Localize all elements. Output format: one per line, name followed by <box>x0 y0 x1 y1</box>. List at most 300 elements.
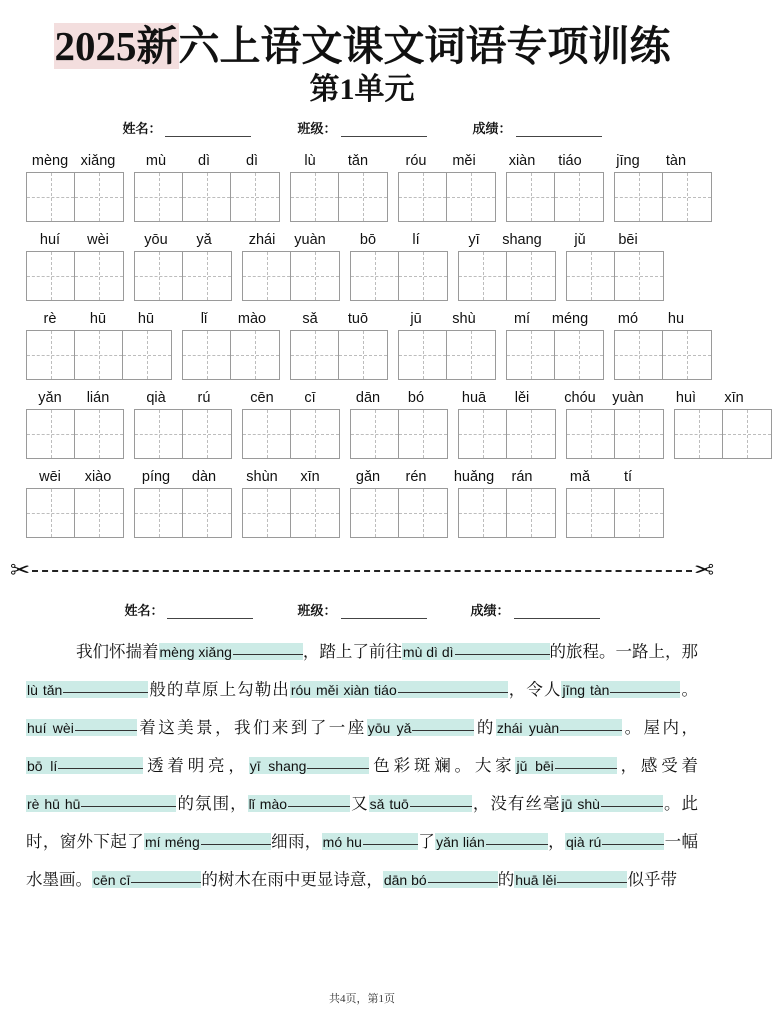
tianzige-cell[interactable] <box>135 489 183 537</box>
writing-box-group[interactable] <box>26 409 124 459</box>
writing-box-group[interactable] <box>134 488 232 538</box>
paragraph-text: 。此时，窗外下起了 <box>26 794 699 852</box>
pinyin-syllable: xīn <box>300 469 320 486</box>
cut-line <box>10 556 714 586</box>
pinyin-syllable: xīn <box>724 390 744 407</box>
writing-box-group[interactable] <box>506 172 604 222</box>
cloze-answer-line[interactable] <box>602 844 664 845</box>
pinyin-syllable: mù <box>145 153 167 170</box>
score-input-top[interactable] <box>516 124 602 137</box>
pinyin-syllable: róu <box>405 153 427 170</box>
pinyin-syllable: xiào <box>84 469 112 486</box>
name-label-bottom: 姓名： <box>124 603 164 619</box>
cloze-blank[interactable] <box>514 871 627 888</box>
paragraph-text: 。屋内， <box>622 718 699 738</box>
score-field-bottom <box>471 600 600 619</box>
cloze-blank[interactable] <box>92 871 201 888</box>
tianzige-cell[interactable] <box>27 331 75 379</box>
cloze-answer-line[interactable] <box>610 692 680 693</box>
cloze-blank[interactable] <box>565 833 664 850</box>
tianzige-cell[interactable] <box>183 331 231 379</box>
tianzige-cell[interactable] <box>507 489 555 537</box>
cloze-answer-line[interactable] <box>201 844 271 845</box>
tianzige-cell[interactable] <box>567 252 615 300</box>
writing-box-row <box>26 251 698 301</box>
writing-box-group[interactable] <box>506 330 604 380</box>
tianzige-cell[interactable] <box>231 331 279 379</box>
tianzige-cell[interactable] <box>675 410 723 458</box>
cloze-blank[interactable] <box>435 833 548 850</box>
pinyin-syllable: hu <box>667 311 685 328</box>
writing-box-group[interactable] <box>290 172 388 222</box>
pinyin-group <box>286 309 382 329</box>
paragraph-text: 我们怀揣着 <box>76 642 159 662</box>
paragraph-text: 般的草原上勾勒出 <box>148 680 290 700</box>
pinyin-syllable: lǐ <box>200 311 208 328</box>
pinyin-syllable: tǎn <box>347 153 369 170</box>
pinyin-row <box>26 307 698 329</box>
pinyin-syllable: qià <box>146 390 166 407</box>
cloze-answer-line[interactable] <box>560 730 622 731</box>
tianzige-cell[interactable] <box>615 331 663 379</box>
paragraph-text: ，没有丝毫 <box>471 794 561 814</box>
cloze-blank-pinyin: mù dì dì <box>402 644 454 661</box>
tianzige-cell[interactable] <box>27 252 75 300</box>
cloze-blank-pinyin: mí méng <box>144 834 200 851</box>
writing-box-group[interactable] <box>26 172 124 222</box>
paragraph-text: 细雨， <box>270 832 322 852</box>
pinyin-syllable: cēn <box>250 390 274 407</box>
class-field-bottom <box>297 600 426 619</box>
paragraph-text: 一幅水墨画。 <box>26 832 699 890</box>
cloze-blank-pinyin: jǔ bēi <box>516 758 554 775</box>
pinyin-syllable: lí <box>412 232 420 249</box>
cloze-blank[interactable] <box>159 643 303 660</box>
writing-box-group[interactable] <box>242 251 340 301</box>
pinyin-group <box>556 230 652 250</box>
tianzige-cell[interactable] <box>447 173 495 221</box>
grid-row <box>26 465 698 538</box>
tianzige-cell[interactable] <box>123 331 171 379</box>
writing-box-row <box>26 409 698 459</box>
tianzige-cell[interactable] <box>615 173 663 221</box>
writing-box-group[interactable] <box>134 409 232 459</box>
pinyin-syllable: mào <box>237 311 267 328</box>
tianzige-cell[interactable] <box>351 410 399 458</box>
pinyin-group <box>238 230 334 250</box>
tianzige-cell[interactable] <box>339 173 387 221</box>
pinyin-group <box>286 151 382 171</box>
name-input-top[interactable] <box>165 124 251 137</box>
cut-dashed-line <box>32 570 692 572</box>
writing-box-group[interactable] <box>614 172 712 222</box>
tianzige-cell[interactable] <box>615 410 663 458</box>
pinyin-syllable: měi <box>452 153 476 170</box>
cloze-blank[interactable] <box>367 719 475 736</box>
writing-box-group[interactable] <box>614 330 712 380</box>
pinyin-group <box>604 151 700 171</box>
cloze-blank-pinyin: lù tǎn <box>27 682 63 699</box>
pinyin-syllable: yī <box>468 232 480 249</box>
tianzige-cell[interactable] <box>447 331 495 379</box>
cloze-answer-line[interactable] <box>63 692 148 693</box>
paragraph-text: 透着明亮， <box>143 756 249 776</box>
paragraph-text: 。 <box>680 680 699 700</box>
class-input-bottom[interactable] <box>341 606 427 619</box>
writing-box-group[interactable] <box>134 172 280 222</box>
tianzige-cell[interactable] <box>723 410 771 458</box>
pinyin-row <box>26 465 698 487</box>
paragraph-text: 着这美景，我们来到了一座 <box>136 718 367 738</box>
pinyin-syllable: rén <box>405 469 427 486</box>
tianzige-cell[interactable] <box>507 173 555 221</box>
tianzige-cell[interactable] <box>555 331 603 379</box>
pinyin-syllable: chóu <box>564 390 596 407</box>
pinyin-syllable: huǎng <box>453 469 495 486</box>
paragraph-text: 的树木在雨中更显诗意， <box>201 870 383 890</box>
scissors-icon-right: ✂ <box>693 558 714 585</box>
tianzige-cell[interactable] <box>243 252 291 300</box>
pinyin-syllable: mǎ <box>569 469 591 486</box>
tianzige-cell[interactable] <box>27 173 75 221</box>
writing-box-group[interactable] <box>458 488 556 538</box>
paragraph-text: ， <box>547 832 565 852</box>
grid-row <box>26 386 744 459</box>
pinyin-syllable: bō <box>359 232 377 249</box>
tianzige-cell[interactable] <box>27 489 75 537</box>
cloze-blank[interactable] <box>26 757 143 774</box>
tianzige-cell[interactable] <box>75 489 123 537</box>
tianzige-cell[interactable] <box>399 410 447 458</box>
pinyin-syllable: yǎn <box>38 390 62 407</box>
cloze-blank-pinyin: zhái yuàn <box>496 720 560 737</box>
cloze-answer-line[interactable] <box>412 730 474 731</box>
title-main-line <box>0 22 724 70</box>
pinyin-syllable: hū <box>137 311 155 328</box>
pinyin-row <box>26 228 698 250</box>
pinyin-syllable: lěi <box>514 390 530 407</box>
cloze-answer-line[interactable] <box>288 806 350 807</box>
writing-box-group[interactable] <box>458 409 556 459</box>
pinyin-syllable: dì <box>197 153 211 170</box>
name-field-top <box>122 118 251 137</box>
pinyin-group <box>132 388 228 408</box>
paragraph-text: 的 <box>497 870 515 890</box>
pinyin-syllable: tí <box>623 469 633 486</box>
cloze-blank[interactable] <box>369 795 472 812</box>
pinyin-group <box>132 151 276 171</box>
cloze-blank-pinyin: jīng tàn <box>562 682 610 699</box>
tianzige-cell[interactable] <box>291 331 339 379</box>
pinyin-row <box>26 386 744 408</box>
tianzige-cell[interactable] <box>75 410 123 458</box>
pinyin-group <box>132 230 228 250</box>
pinyin-group <box>556 467 652 487</box>
tianzige-cell[interactable] <box>135 173 183 221</box>
pinyin-syllable: jǔ <box>574 232 586 249</box>
pinyin-syllable: yuàn <box>612 390 644 407</box>
writing-box-group[interactable] <box>566 488 664 538</box>
title-subtitle: 第1单元 <box>309 73 415 107</box>
tianzige-cell[interactable] <box>399 331 447 379</box>
cloze-blank[interactable] <box>322 833 418 850</box>
student-info-row-bottom <box>0 600 724 619</box>
tianzige-cell[interactable] <box>351 489 399 537</box>
pinyin-group <box>662 388 758 408</box>
tianzige-cell[interactable] <box>243 489 291 537</box>
writing-box-group[interactable] <box>26 251 124 301</box>
pinyin-syllable: yǎ <box>196 232 212 249</box>
writing-box-group[interactable] <box>290 330 388 380</box>
cloze-blank[interactable] <box>496 719 622 736</box>
pinyin-syllable: rán <box>511 469 533 486</box>
pinyin-group <box>450 467 546 487</box>
writing-box-group[interactable] <box>26 330 172 380</box>
pinyin-syllable: mèng <box>31 153 69 170</box>
tianzige-cell[interactable] <box>27 410 75 458</box>
tianzige-cell[interactable] <box>183 252 231 300</box>
pinyin-group <box>132 467 228 487</box>
name-input-bottom[interactable] <box>167 606 253 619</box>
tianzige-cell[interactable] <box>399 252 447 300</box>
cloze-blank[interactable] <box>561 795 663 812</box>
paragraph-text: 色彩斑斓。大家 <box>369 756 516 776</box>
cloze-blank[interactable] <box>26 795 176 812</box>
pinyin-syllable: tàn <box>665 153 687 170</box>
writing-box-group[interactable] <box>242 488 340 538</box>
pinyin-group <box>392 151 488 171</box>
pinyin-group <box>344 467 440 487</box>
tianzige-cell[interactable] <box>243 410 291 458</box>
cloze-answer-line[interactable] <box>307 768 369 769</box>
cloze-answer-line[interactable] <box>81 806 176 807</box>
tianzige-cell[interactable] <box>507 252 555 300</box>
writing-box-group[interactable] <box>182 330 280 380</box>
cloze-blank-pinyin: qià rú <box>565 834 602 851</box>
tianzige-cell[interactable] <box>231 173 279 221</box>
pinyin-group <box>26 388 122 408</box>
pinyin-syllable: bó <box>407 390 425 407</box>
paragraph-text: 的氛围， <box>176 794 248 814</box>
writing-box-group[interactable] <box>134 251 232 301</box>
cloze-blank[interactable] <box>248 795 350 812</box>
pinyin-group <box>26 309 170 329</box>
pinyin-syllable: xiàn <box>508 153 536 170</box>
writing-box-group[interactable] <box>398 172 496 222</box>
cloze-answer-line[interactable] <box>58 768 143 769</box>
class-input-top[interactable] <box>341 124 427 137</box>
tianzige-cell[interactable] <box>459 252 507 300</box>
cloze-blank-pinyin: sǎ tuō <box>369 796 409 813</box>
pinyin-group <box>26 151 122 171</box>
cloze-blank-pinyin: rè hū hū <box>27 796 81 813</box>
paragraph-text: ，令人 <box>507 680 562 700</box>
tianzige-cell[interactable] <box>555 173 603 221</box>
cloze-blank-pinyin: jū shù <box>561 796 600 813</box>
pinyin-syllable: méng <box>551 311 589 328</box>
writing-box-group[interactable] <box>350 251 448 301</box>
cloze-blank-pinyin: dān bó <box>383 872 427 889</box>
cloze-blank-pinyin: lǐ mào <box>248 796 288 813</box>
pinyin-syllable: rè <box>43 311 57 328</box>
pinyin-syllable: wēi <box>39 469 61 486</box>
writing-box-group[interactable] <box>26 488 124 538</box>
pinyin-syllable: lù <box>304 153 316 170</box>
cloze-answer-line[interactable] <box>557 882 627 883</box>
writing-box-group[interactable] <box>398 330 496 380</box>
cloze-blank-pinyin: mèng xiǎng <box>159 644 232 661</box>
pinyin-syllable: mó <box>617 311 639 328</box>
cloze-answer-line[interactable] <box>398 692 508 693</box>
cloze-blank[interactable] <box>249 757 370 774</box>
cloze-blank-pinyin: yōu yǎ <box>367 720 412 737</box>
pinyin-group <box>392 309 488 329</box>
tianzige-cell[interactable] <box>135 410 183 458</box>
writing-box-group[interactable] <box>674 409 772 459</box>
tianzige-cell[interactable] <box>291 252 339 300</box>
tianzige-cell[interactable] <box>663 331 711 379</box>
pinyin-syllable: jīng <box>616 153 640 170</box>
tianzige-cell[interactable] <box>183 489 231 537</box>
pinyin-group <box>498 151 594 171</box>
cloze-answer-line[interactable] <box>601 806 663 807</box>
page-footer: 共4页，第1页 <box>329 993 395 1005</box>
pinyin-syllable: gǎn <box>355 469 381 486</box>
pinyin-group <box>498 309 594 329</box>
writing-box-row <box>26 172 698 222</box>
cloze-blank-pinyin: róu měi xiàn tiáo <box>290 682 397 699</box>
pinyin-row <box>26 149 698 171</box>
tianzige-cell[interactable] <box>339 331 387 379</box>
cloze-blank[interactable] <box>515 757 616 774</box>
cloze-blank-pinyin: cēn cī <box>93 872 131 889</box>
cloze-answer-line[interactable] <box>486 844 548 845</box>
pinyin-group <box>238 388 334 408</box>
cloze-blank[interactable] <box>402 643 550 660</box>
tianzige-cell[interactable] <box>663 173 711 221</box>
cloze-answer-line[interactable] <box>233 654 303 655</box>
pinyin-syllable: huā <box>461 390 487 407</box>
writing-box-group[interactable] <box>350 488 448 538</box>
tianzige-cell[interactable] <box>183 173 231 221</box>
class-label-top: 班级： <box>297 121 337 137</box>
pinyin-syllable: huì <box>675 390 697 407</box>
writing-box-group[interactable] <box>566 251 664 301</box>
student-info-row-top <box>0 118 724 137</box>
cloze-blank-pinyin: mó hu <box>322 834 362 851</box>
cloze-blank[interactable] <box>290 681 508 698</box>
tianzige-cell[interactable] <box>75 252 123 300</box>
pinyin-group <box>344 230 440 250</box>
cloze-blank[interactable] <box>561 681 680 698</box>
paragraph-text: ，踏上了前往 <box>302 642 402 662</box>
pinyin-grid-block <box>0 149 744 538</box>
paragraph-text: 似乎带 <box>627 870 677 890</box>
tianzige-cell[interactable] <box>459 489 507 537</box>
title-highlight: 2025新 <box>54 23 178 69</box>
tianzige-cell[interactable] <box>615 489 663 537</box>
cloze-blank-pinyin: yī shang <box>249 758 307 775</box>
cloze-answer-line[interactable] <box>131 882 201 883</box>
pinyin-syllable: shù <box>452 311 476 328</box>
tianzige-cell[interactable] <box>399 489 447 537</box>
cloze-answer-line[interactable] <box>75 730 137 731</box>
writing-box-group[interactable] <box>566 409 664 459</box>
pinyin-group <box>604 309 700 329</box>
pinyin-syllable: zhái <box>248 232 276 249</box>
tianzige-cell[interactable] <box>291 489 339 537</box>
tianzige-cell[interactable] <box>399 173 447 221</box>
pinyin-group <box>26 467 122 487</box>
class-field-top <box>297 118 426 137</box>
tianzige-cell[interactable] <box>567 489 615 537</box>
tianzige-cell[interactable] <box>75 331 123 379</box>
cloze-blank[interactable] <box>26 681 148 698</box>
cloze-blank[interactable] <box>144 833 271 850</box>
writing-box-group[interactable] <box>242 409 340 459</box>
scissors-icon-left: ✂ <box>10 558 31 585</box>
score-field-top <box>473 118 602 137</box>
cloze-answer-line[interactable] <box>428 882 498 883</box>
score-label-top: 成绩： <box>472 121 512 137</box>
tianzige-cell[interactable] <box>567 410 615 458</box>
tianzige-cell[interactable] <box>183 410 231 458</box>
pinyin-group <box>26 230 122 250</box>
tianzige-cell[interactable] <box>459 410 507 458</box>
pinyin-group <box>344 388 440 408</box>
pinyin-syllable: shang <box>502 232 542 249</box>
cloze-blank[interactable] <box>383 871 498 888</box>
pinyin-syllable: rú <box>197 390 211 407</box>
tianzige-cell[interactable] <box>75 173 123 221</box>
cloze-answer-line[interactable] <box>555 768 617 769</box>
tianzige-cell[interactable] <box>135 252 183 300</box>
tianzige-cell[interactable] <box>291 410 339 458</box>
writing-box-group[interactable] <box>350 409 448 459</box>
grid-row <box>26 149 698 222</box>
pinyin-syllable: dàn <box>191 469 217 486</box>
cloze-blank[interactable] <box>26 719 137 736</box>
cloze-paragraph <box>26 633 698 899</box>
page-title <box>0 0 724 108</box>
score-input-bottom[interactable] <box>514 606 600 619</box>
pinyin-syllable: mí <box>513 311 531 328</box>
pinyin-syllable: dān <box>355 390 381 407</box>
title-rest: 六上语文课文词语专项训练 <box>178 23 671 69</box>
pinyin-group <box>450 230 546 250</box>
class-label-bottom: 班级： <box>297 603 337 619</box>
name-label-top: 姓名： <box>122 121 162 137</box>
writing-box-group[interactable] <box>458 251 556 301</box>
grid-row <box>26 307 698 380</box>
cloze-answer-line[interactable] <box>410 806 472 807</box>
cloze-blank-pinyin: yǎn lián <box>436 834 485 851</box>
pinyin-syllable: dì <box>245 153 259 170</box>
paragraph-text: ，感受着 <box>616 756 699 776</box>
pinyin-syllable: jū <box>410 311 422 328</box>
paragraph-text: 的旅程。一路上，那 <box>549 642 699 662</box>
tianzige-cell[interactable] <box>507 410 555 458</box>
cloze-answer-line[interactable] <box>363 844 418 845</box>
tianzige-cell[interactable] <box>291 173 339 221</box>
pinyin-syllable: xiǎng <box>80 153 116 170</box>
tianzige-cell[interactable] <box>351 252 399 300</box>
tianzige-cell[interactable] <box>507 331 555 379</box>
tianzige-cell[interactable] <box>615 252 663 300</box>
pinyin-group <box>450 388 546 408</box>
pinyin-syllable: yuàn <box>294 232 326 249</box>
cloze-answer-line[interactable] <box>455 654 550 655</box>
